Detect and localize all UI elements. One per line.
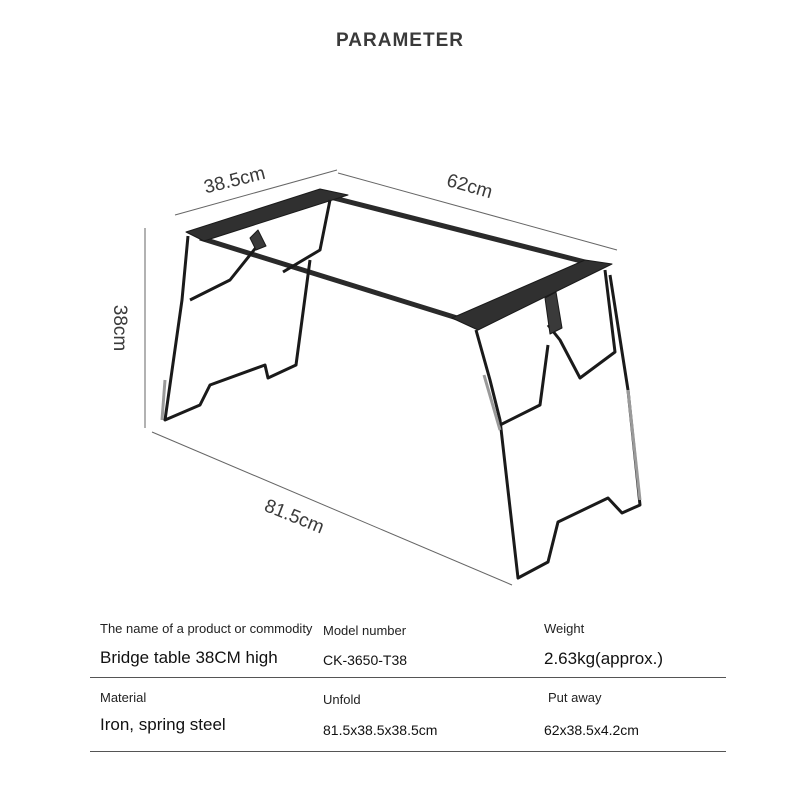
- model-number-label: Model number: [323, 623, 407, 638]
- spec-row: [90, 615, 726, 678]
- product-name-value: Bridge table 38CM high: [100, 648, 278, 667]
- spec-table: [90, 615, 726, 755]
- depth-dimension: 38.5cm: [201, 162, 268, 199]
- put-away-value: 62x38.5x4.2cm: [544, 722, 639, 738]
- weight-label: Weight: [544, 621, 585, 636]
- width-dimension: 62cm: [444, 170, 495, 204]
- height-dimension: 38cm: [109, 304, 130, 352]
- table-frame: [162, 189, 640, 578]
- material-value: Iron, spring steel: [100, 715, 226, 734]
- diagonal-dimension: 81.5cm: [261, 495, 327, 539]
- product-name-label: The name of a product or commodity: [100, 621, 313, 636]
- material-label: Material: [100, 690, 147, 705]
- put-away-label: Put away: [548, 690, 602, 705]
- model-number-value: CK-3650-T38: [323, 652, 408, 668]
- unfold-value: 81.5x38.5x38.5cm: [323, 722, 438, 738]
- page-title: PARAMETER: [336, 30, 464, 51]
- unfold-label: Unfold: [323, 692, 361, 707]
- spec-row: [90, 678, 726, 752]
- weight-value: 2.63kg(approx.): [544, 649, 664, 668]
